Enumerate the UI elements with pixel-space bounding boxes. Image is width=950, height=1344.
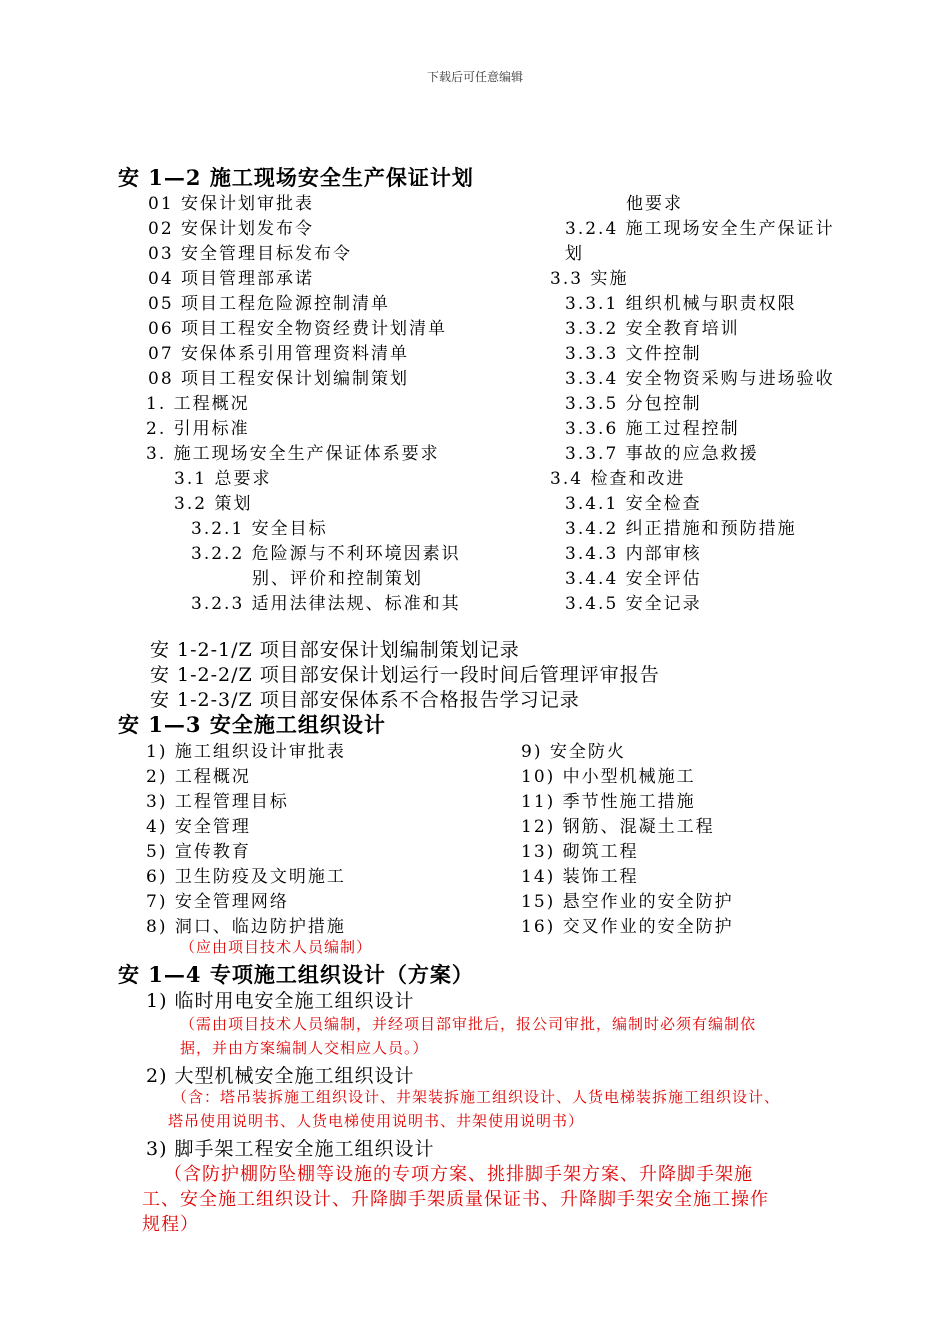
list-item: 3.4.2 纠正措施和预防措施 [565,519,797,539]
list-item: 8) 洞口、临边防护措施 [146,917,346,937]
list-item: 9) 安全防火 [521,742,626,762]
list-item: 3.2.4 施工现场安全生产保证计 [565,219,835,239]
list-item: 7) 安全管理网络 [146,892,289,912]
list-item: 06 项目工程安全物资经费计划清单 [148,319,448,339]
list-item: 3.4.5 安全记录 [565,594,702,614]
list-item: 15) 悬空作业的安全防护 [521,892,734,912]
list-item: 3.2.1 安全目标 [191,519,328,539]
list-item: 2) 工程概况 [146,767,251,787]
list-item: 12) 钢筋、混凝土工程 [521,817,715,837]
list-item: 08 项目工程安保计划编制策划 [148,369,410,389]
page-header-note: 下载后可任意编辑 [427,70,524,84]
list-item: 6) 卫生防疫及文明施工 [146,867,346,887]
item-label: 1) 临时用电安全施工组织设计 [146,990,415,1012]
list-item: 别、评价和控制策划 [252,569,423,589]
item-note: （需由项目技术人员编制，并经项目部审批后，报公司审批，编制时必须有编制依 [180,1015,757,1033]
list-item: 3.3.7 事故的应急救援 [565,444,759,464]
item-note: （含防护棚防坠棚等设施的专项方案、挑排脚手架方案、升降脚手架施 [164,1164,753,1185]
list-item: 3.2 策划 [174,494,253,514]
item-label: 2) 大型机械安全施工组织设计 [146,1065,415,1087]
list-item: 3.3 实施 [550,269,629,289]
list-item: 他要求 [626,194,683,214]
list-item: 3.4.1 安全检查 [565,494,702,514]
list-item: 01 安保计划审批表 [148,194,315,214]
list-item: 10) 中小型机械施工 [521,767,696,787]
section-1-3-title: 安 1—3 安全施工组织设计 [118,712,386,737]
list-item: 1. 工程概况 [146,394,250,414]
list-item: 11) 季节性施工措施 [521,792,696,812]
list-item: 3.3.3 文件控制 [565,344,702,364]
list-item: 2. 引用标准 [146,419,250,439]
record-item: 安 1-2-3/Z 项目部安保体系不合格报告学习记录 [150,689,580,711]
item-note: 工、安全施工组织设计、升降脚手架质量保证书、升降脚手架安全施工操作 [142,1189,769,1210]
list-item: 03 安全管理目标发布令 [148,244,353,264]
list-item: 3.3.2 安全教育培训 [565,319,740,339]
list-item: 3.3.5 分包控制 [565,394,702,414]
list-item: 4) 安全管理 [146,817,251,837]
section-1-4-title: 安 1—4 专项施工组织设计（方案） [118,962,474,987]
item-note: （含：塔吊装拆施工组织设计、井架装拆施工组织设计、人货电梯装拆施工组织设计、 [172,1088,781,1106]
list-item: 04 项目管理部承诺 [148,269,315,289]
list-item: 3.1 总要求 [174,469,272,489]
item-label: 3) 脚手架工程安全施工组织设计 [146,1138,435,1160]
list-item: 02 安保计划发布令 [148,219,315,239]
list-item: 3) 工程管理目标 [146,792,289,812]
item-note: 塔吊使用说明书、人货电梯使用说明书、井架使用说明书） [168,1112,585,1130]
item-note: 规程） [142,1214,199,1235]
section-1-3-note: （应由项目技术人员编制） [180,938,373,956]
list-item: 3.3.1 组织机械与职责权限 [565,294,797,314]
record-item: 安 1-2-2/Z 项目部安保计划运行一段时间后管理评审报告 [150,664,660,686]
list-item: 3.2.3 适用法律法规、标准和其 [191,594,461,614]
list-item: 3.4.4 安全评估 [565,569,702,589]
list-item: 07 安保体系引用管理资料清单 [148,344,410,364]
list-item: 14) 装饰工程 [521,867,639,887]
list-item: 3. 施工现场安全生产保证体系要求 [146,444,440,464]
list-item: 1) 施工组织设计审批表 [146,742,346,762]
list-item: 3.3.6 施工过程控制 [565,419,740,439]
list-item: 5) 宣传教育 [146,842,251,862]
list-item: 3.4.3 内部审核 [565,544,702,564]
list-item: 16) 交叉作业的安全防护 [521,917,734,937]
section-1-2-title: 安 1—2 施工现场安全生产保证计划 [118,165,474,190]
list-item: 划 [565,244,584,264]
list-item: 3.3.4 安全物资采购与进场验收 [565,369,835,389]
record-item: 安 1-2-1/Z 项目部安保计划编制策划记录 [150,639,520,661]
list-item: 13) 砌筑工程 [521,842,639,862]
list-item: 3.4 检查和改进 [550,469,686,489]
item-note: 据，并由方案编制人交相应人员。） [180,1039,429,1057]
list-item: 05 项目工程危险源控制清单 [148,294,391,314]
list-item: 3.2.2 危险源与不利环境因素识 [191,544,461,564]
